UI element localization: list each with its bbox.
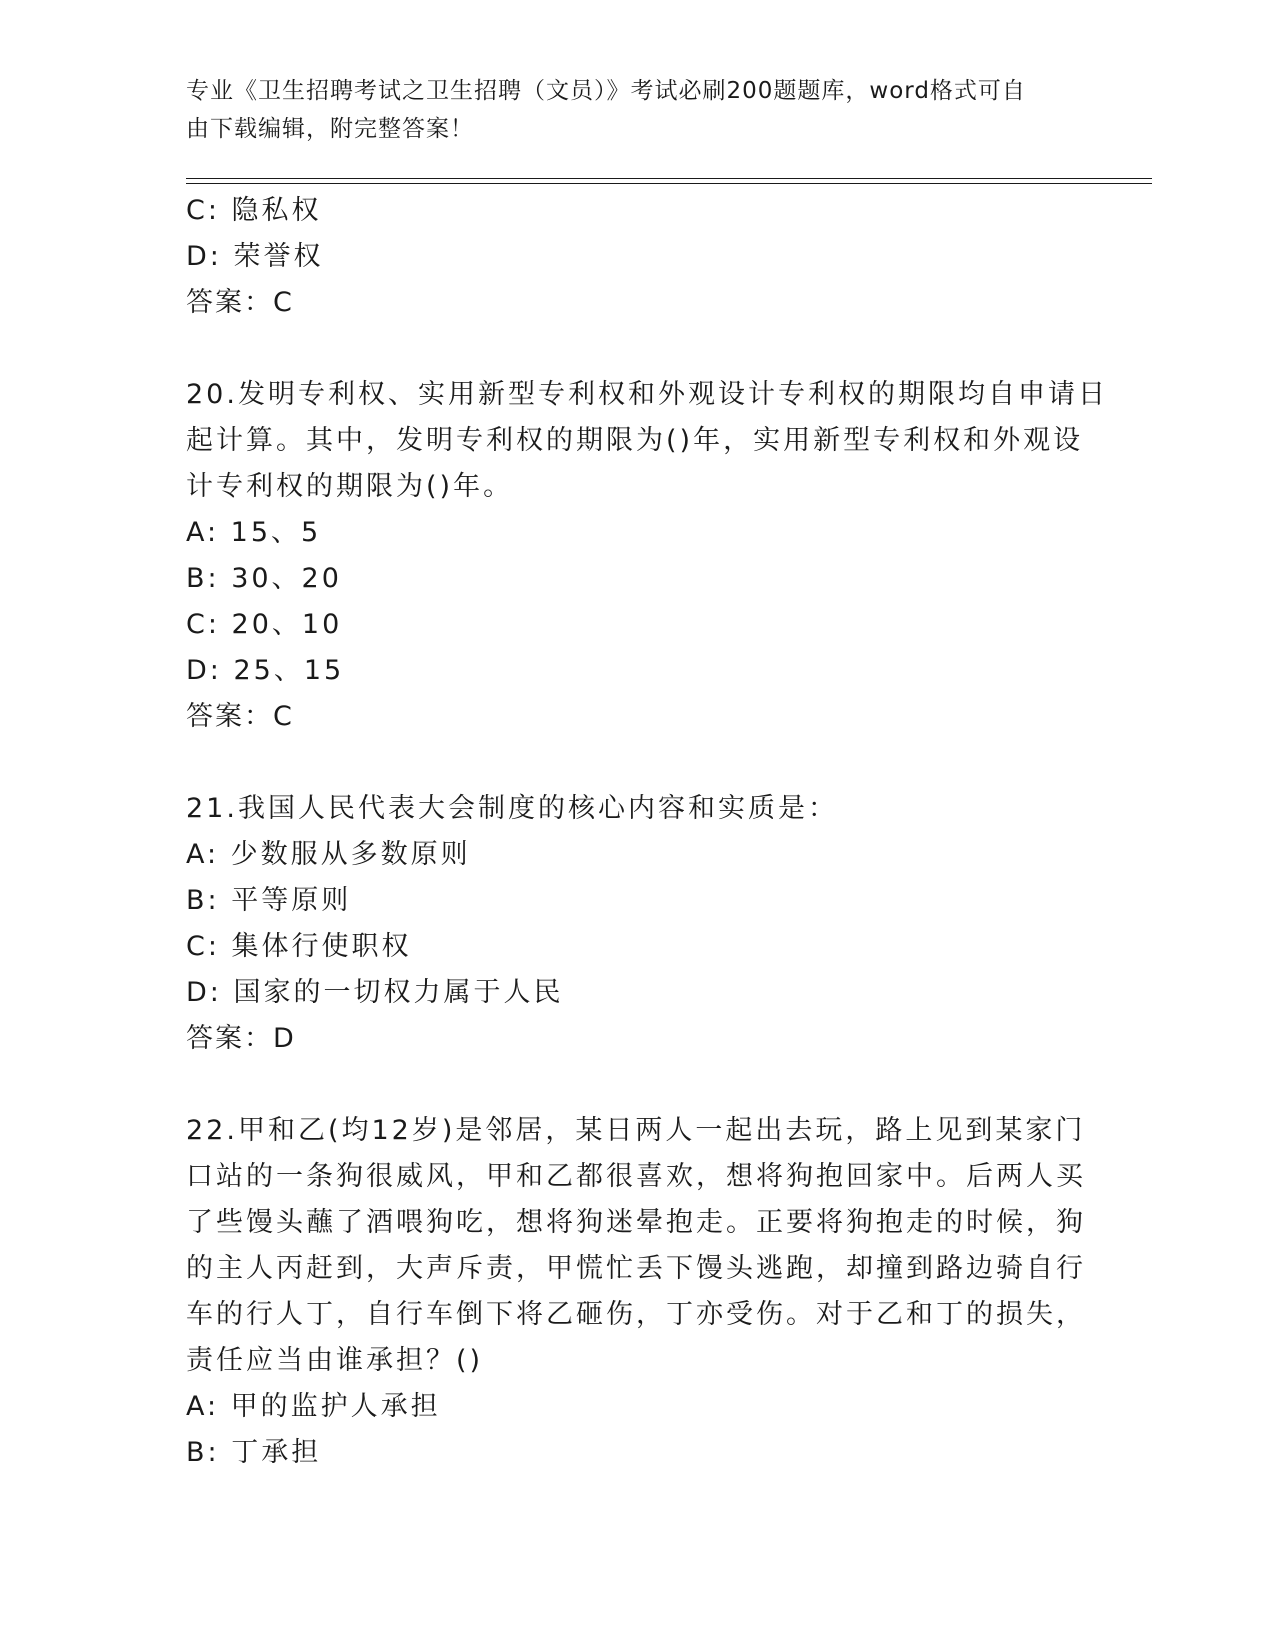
option-c: C: 20、10 (186, 609, 343, 640)
option-d: D: 荣誉权 (186, 241, 324, 272)
option-b: B: 30、20 (186, 563, 342, 594)
document-header (186, 72, 1066, 148)
option-b: B: 丁承担 (186, 1437, 322, 1468)
option-a: A: 15、5 (186, 517, 322, 548)
answer-line: 答案：C (186, 287, 294, 318)
option-d: D: 25、15 (186, 655, 345, 686)
question-text-line: 了些馒头蘸了酒喂狗吃，想将狗迷晕抱走。正要将狗抱走的时候，狗 (186, 1207, 1086, 1238)
header-title-line-2: 由下载编辑，附完整答案！ (186, 116, 474, 142)
question-prev-block (186, 188, 1086, 326)
question-text-line: 计专利权的期限为()年。 (186, 471, 514, 502)
answer-line: 答案：D (186, 1023, 296, 1054)
question-text-line: 车的行人丁，自行车倒下将乙砸伤，丁亦受伤。对于乙和丁的损失， (186, 1299, 1086, 1330)
option-c: C: 隐私权 (186, 195, 322, 226)
question-text-line: 22.甲和乙(均12岁)是邻居，某日两人一起出去玩，路上见到某家门 (186, 1115, 1086, 1146)
spacer (186, 1062, 1086, 1108)
question-20-block (186, 372, 1108, 740)
spacer (186, 326, 1086, 372)
question-text-line: 起计算。其中，发明专利权的期限为()年，实用新型专利权和外观设 (186, 425, 1084, 456)
answer-line: 答案：C (186, 701, 294, 732)
question-text-line: 20.发明专利权、实用新型专利权和外观设计专利权的期限均自申请日 (186, 379, 1108, 410)
question-22-block (186, 1108, 1086, 1476)
spacer (186, 740, 1086, 786)
question-text-line: 21.我国人民代表大会制度的核心内容和实质是： (186, 793, 838, 824)
option-b: B: 平等原则 (186, 885, 352, 916)
option-a: A: 少数服从多数原则 (186, 839, 471, 870)
header-divider-bottom (186, 183, 1152, 184)
option-a: A: 甲的监护人承担 (186, 1391, 441, 1422)
question-text-line: 口站的一条狗很威风，甲和乙都很喜欢，想将狗抱回家中。后两人买 (186, 1161, 1086, 1192)
question-21-block (186, 786, 1086, 1062)
header-divider-top (186, 178, 1152, 179)
question-text-line: 的主人丙赶到，大声斥责，甲慌忙丢下馒头逃跑，却撞到路边骑自行 (186, 1253, 1086, 1284)
option-c: C: 集体行使职权 (186, 931, 412, 962)
header-title-line-1: 专业《卫生招聘考试之卫生招聘（文员）》考试必刷200题题库，word格式可自 (186, 78, 1026, 104)
option-d: D: 国家的一切权力属于人民 (186, 977, 564, 1008)
question-text-line: 责任应当由谁承担？() (186, 1345, 484, 1376)
document-body (186, 188, 1108, 1476)
